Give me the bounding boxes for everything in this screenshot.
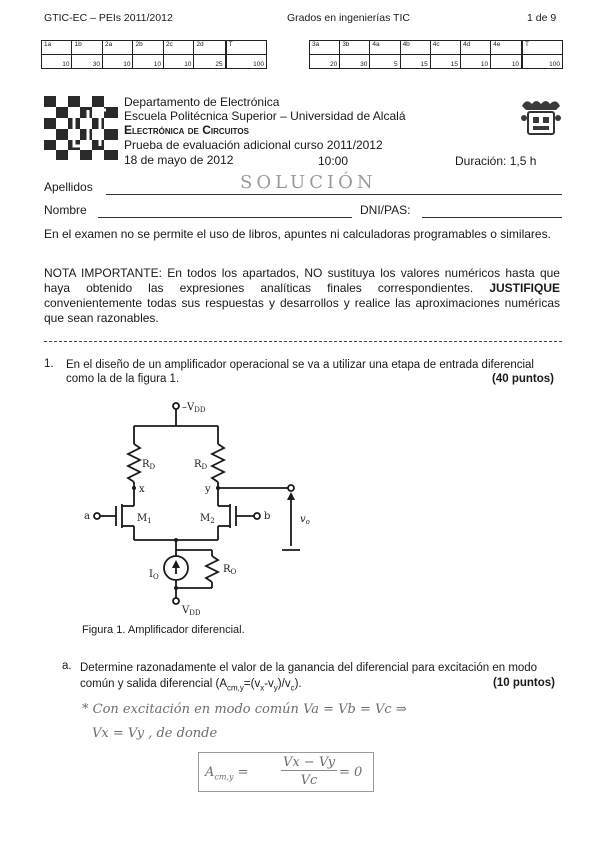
score-max: 10 xyxy=(491,55,522,69)
score-label: 4e xyxy=(491,41,522,55)
score-max: 10 xyxy=(460,55,490,69)
score-max: 10 xyxy=(42,55,72,69)
header-center: Grados en ingenierías TIC xyxy=(287,12,410,24)
question-points: (40 puntos) xyxy=(492,373,554,385)
score-max: 30 xyxy=(72,55,102,69)
school-name: Escuela Politécnica Superior – Universidad de Alcalá xyxy=(124,109,406,123)
node-x-label: x xyxy=(139,484,145,495)
exam-date: 18 de mayo de 2012 xyxy=(124,153,234,167)
current-source-label: $I_O$ xyxy=(149,569,159,581)
part-a-vx: x xyxy=(260,683,265,693)
part-a-label: a. xyxy=(62,660,72,672)
r1-label: $R_D$ xyxy=(142,459,156,471)
score-label: 2b xyxy=(133,41,163,55)
score-max: 25 xyxy=(194,55,226,69)
university-crest-icon xyxy=(518,96,564,140)
score-max-total: 100 xyxy=(522,55,562,69)
result-numerator: Vx − Vy xyxy=(282,755,336,770)
r2-label: $R_D$ xyxy=(194,459,208,471)
score-max: 15 xyxy=(400,55,430,69)
handwritten-answer-line1: * Con excitación en modo común Va = Vb = Vc ⇒ xyxy=(82,702,407,717)
score-label-total: T xyxy=(522,41,562,55)
nombre-field[interactable] xyxy=(98,217,352,218)
part-a-points: (10 puntos) xyxy=(493,677,555,689)
output-arrow-head xyxy=(287,492,295,500)
vdd-bottom-label: $V_{DD}$ xyxy=(182,605,201,617)
apellidos-label: Apellidos xyxy=(44,180,93,194)
header-page-number: 1 de 9 xyxy=(527,12,557,24)
justify-text: convenientemente todas sus respuestas y desarrollos y realice las aproximaciones numéricas que sean razonables. xyxy=(44,296,560,325)
question-number: 1. xyxy=(44,358,54,370)
exam-time: 10:00 xyxy=(318,154,349,168)
part-a-vy: y xyxy=(273,683,278,693)
output-voltage-label: $v_o$ xyxy=(300,514,310,526)
differential-amplifier-circuit xyxy=(60,388,360,620)
nombre-label: Nombre xyxy=(44,203,87,217)
part-a-close: )/v xyxy=(277,678,291,690)
exam-title: Prueba de evaluación adicional curso 2011/2012 xyxy=(124,138,383,152)
score-max: 10 xyxy=(163,55,193,69)
justify-label: JUSTIFIQUE xyxy=(489,281,560,295)
score-table-2 xyxy=(309,40,563,69)
dni-field[interactable] xyxy=(422,217,562,218)
part-a-minus: -v xyxy=(264,678,274,690)
current-source-arrow xyxy=(172,560,180,568)
handwritten-answer-line2: Vx = Vy , de donde xyxy=(92,726,218,741)
score-max: 10 xyxy=(133,55,163,69)
m2-label: $M_2$ xyxy=(200,513,215,525)
m1-label: $M_1$ xyxy=(137,513,152,525)
department-logo xyxy=(44,96,118,160)
score-label: 1a xyxy=(42,41,72,55)
section-divider xyxy=(44,341,562,342)
score-label-total: T xyxy=(226,41,267,55)
important-note-label: NOTA IMPORTANTE: xyxy=(44,266,162,280)
dni-label: DNI/PAS: xyxy=(360,203,411,217)
score-label: 4c xyxy=(430,41,460,55)
part-a-text xyxy=(80,660,560,696)
score-max: 10 xyxy=(102,55,132,69)
score-label: 3a xyxy=(310,41,340,55)
vdd-top-label: $-V_{DD}$ xyxy=(182,402,206,414)
header-left: GTIC-EC – PEIs 2011/2012 xyxy=(44,12,173,24)
part-a-end: ). xyxy=(294,678,302,690)
result-rhs: = 0 xyxy=(339,765,363,780)
apellidos-handwritten-value: SOLUCIÓN xyxy=(240,172,377,193)
result-lhs: $A_{cm,y}$ = xyxy=(205,765,249,782)
department-name: Departamento de Electrónica xyxy=(124,95,280,109)
part-a-eq: =(v xyxy=(243,678,261,690)
important-note-text: En todos los apartados, NO sustituya los valores numéricos hasta que haya obtenido las expresiones analíticas finales correspondientes. xyxy=(44,266,560,295)
score-label: 3b xyxy=(340,41,370,55)
handwritten-result-box xyxy=(198,752,374,792)
score-max: 30 xyxy=(340,55,370,69)
score-max: 15 xyxy=(430,55,460,69)
exam-duration: Duración: 1,5 h xyxy=(455,154,537,168)
score-label: 4d xyxy=(460,41,490,55)
score-label: 2c xyxy=(163,41,193,55)
score-label: 4b xyxy=(400,41,430,55)
score-label: 2d xyxy=(194,41,226,55)
result-denominator: Vc xyxy=(300,773,318,788)
part-a-statement: Determine razonadamente el valor de la ganancia del diferencial para excitación en modo común y salida diferencial (A xyxy=(80,662,538,690)
score-max: 20 xyxy=(310,55,340,69)
score-label: 4a xyxy=(370,41,400,55)
part-a-subscript: cm,y xyxy=(227,683,244,693)
exam-rules: En el examen no se permite el uso de libros, apuntes ni calculadoras programables o similares. xyxy=(44,227,551,241)
ro-label: $R_O$ xyxy=(223,564,237,576)
course-name: Electrónica de Circuitos xyxy=(124,123,249,137)
question-text: En el diseño de un amplificador operacional se va a utilizar una etapa de entrada diferencial como la de la figura 1. xyxy=(66,359,534,385)
important-note xyxy=(44,266,560,326)
score-max: 5 xyxy=(370,55,400,69)
input-a-label: a xyxy=(84,511,90,522)
score-label: 2a xyxy=(102,41,132,55)
score-table-1 xyxy=(41,40,267,69)
figure-caption: Figura 1. Amplificador diferencial. xyxy=(82,624,245,636)
input-b-label: b xyxy=(264,511,271,522)
part-a-vc: c xyxy=(290,683,295,693)
score-label: 1b xyxy=(72,41,102,55)
node-y-label: y xyxy=(205,484,211,495)
apellidos-field[interactable] xyxy=(106,194,562,195)
score-max-total: 100 xyxy=(226,55,267,69)
